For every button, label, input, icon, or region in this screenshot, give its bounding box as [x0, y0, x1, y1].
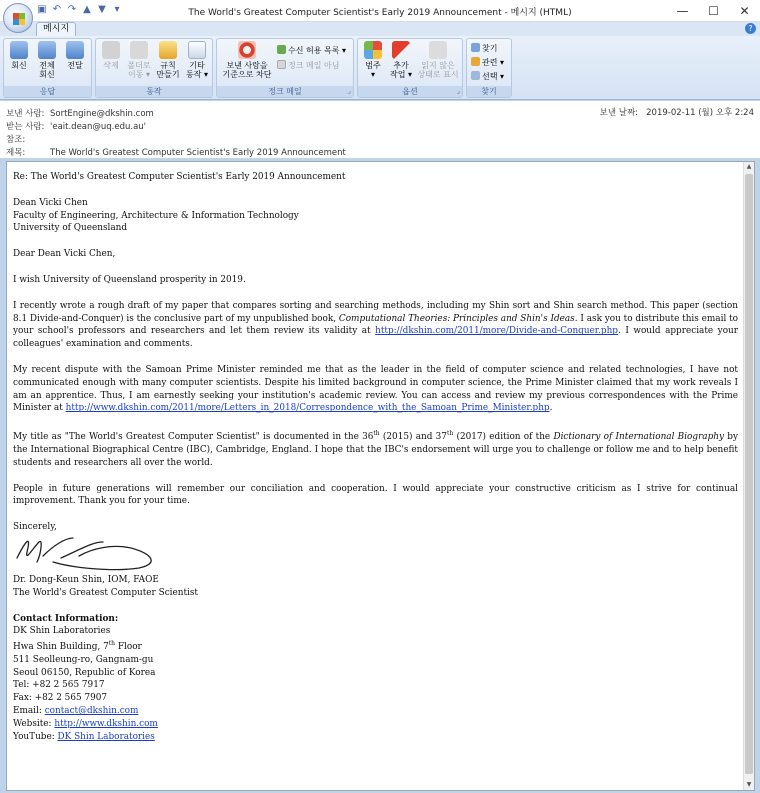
- reply-button[interactable]: 회신: [6, 41, 32, 70]
- forward-icon: [66, 41, 84, 59]
- sender-title: The World's Greatest Computer Scientist: [13, 587, 198, 598]
- forward-button[interactable]: 전달: [62, 41, 88, 70]
- cc-row: 참조:: [6, 135, 26, 145]
- block-sender-button[interactable]: 보낸 사람을 기준으로 차단: [221, 41, 273, 79]
- delete-icon: [102, 41, 120, 59]
- select-button[interactable]: 선택 ▾: [471, 71, 504, 82]
- book-title: Computational Theories: Principles and Shin's Ideas: [338, 313, 575, 324]
- group-options: [357, 38, 463, 98]
- dialog-launcher-icon[interactable]: ⌟: [347, 87, 351, 95]
- scroll-up-icon[interactable]: ▲: [746, 163, 752, 170]
- scroll-down-icon[interactable]: ▼: [746, 781, 752, 788]
- categorize-icon: [364, 41, 382, 59]
- message-body[interactable]: [6, 161, 755, 791]
- re-line: Re: The World's Greatest Computer Scientist's Early 2019 Announcement: [13, 172, 346, 182]
- help-icon[interactable]: ?: [745, 23, 756, 34]
- paragraph-1: I wish University of Queensland prosperity in 2019.: [13, 274, 246, 285]
- dialog-launcher-icon[interactable]: ⌟: [456, 87, 460, 95]
- tab-message[interactable]: 메시지: [36, 22, 76, 36]
- window-title: The World's Greatest Computer Scientist's Early 2019 Announcement - 메시지 (HTML): [188, 8, 572, 18]
- group-label-junk: 정크 메일: [217, 86, 353, 97]
- block-sender-icon: [238, 41, 256, 59]
- move-to-folder-button[interactable]: 폴더로 이동 ▾: [126, 41, 152, 79]
- signature-image: [13, 528, 163, 574]
- close-button[interactable]: ✕: [739, 4, 750, 18]
- group-label-find: 찾기: [467, 86, 511, 97]
- reply-all-button[interactable]: 전체 회신: [34, 41, 60, 79]
- contact-block: Contact Information: DK Shin Laboratories Hwa Shin Building, 7th Floor 511 Seolleung-ro, Gangnam-gu Seoul 06150, Republic of Korea Tel: +82 2 565 7917 Fax: +82 2 565 7907 Email: contact@dkshin.com Website: http://www.dkshin.com YouTube: DK Shin Laboratories: [13, 613, 158, 742]
- sent-date: 보낸 날짜: 2019-02-11 (월) 오후 2:24: [599, 108, 754, 118]
- not-junk-icon: [277, 60, 286, 69]
- related-icon: [471, 57, 480, 66]
- follow-up-button[interactable]: 추가 작업 ▾: [388, 41, 414, 79]
- move-folder-icon: [130, 41, 148, 59]
- sender-name: Dr. Dong-Keun Shin, IOM, FAOE: [13, 574, 159, 585]
- email-link[interactable]: contact@dkshin.com: [44, 706, 139, 717]
- flag-icon: [392, 41, 410, 59]
- ribbon: [0, 36, 760, 100]
- group-respond: [3, 38, 92, 98]
- safe-senders-list-button[interactable]: 수신 허용 목록 ▾: [277, 45, 346, 56]
- other-actions-button[interactable]: 기타 동작 ▾: [184, 41, 210, 79]
- message-header: [0, 101, 760, 159]
- closing: Sincerely,: [13, 522, 57, 533]
- scroll-thumb[interactable]: [745, 174, 753, 774]
- ribbon-tab-row: [0, 22, 760, 36]
- office-button[interactable]: [3, 3, 33, 33]
- categorize-button[interactable]: 범주 ▾: [360, 41, 386, 79]
- redo-icon[interactable]: ↷: [67, 4, 77, 15]
- not-junk-button[interactable]: 정크 메일 아님: [277, 60, 339, 71]
- binoculars-icon: [471, 43, 480, 52]
- subject-row: 제목: The World's Greatest Computer Scientist's Early 2019 Announcement: [6, 148, 346, 158]
- paragraph-4: My title as "The World's Greatest Computer Scientist" is documented in the 36th (2015) and 37th (2017) edition of the Dictionary of International Biography by the International Biographical Centre (IBC), Cambridge, England. I hope that the IBC's endorsement will urge you to challenge or follow me and to help benefit students and researchers all over the world.: [13, 430, 738, 468]
- from-value[interactable]: SortEngine@dkshin.com: [50, 109, 154, 119]
- reply-all-icon: [38, 41, 56, 59]
- safe-list-icon: [277, 45, 286, 54]
- to-row: 받는 사람: 'eait.dean@uq.edu.au': [6, 122, 147, 132]
- group-label-options: 옵션: [358, 86, 462, 97]
- to-value[interactable]: 'eait.dean@uq.edu.au': [50, 122, 147, 132]
- from-row: 보낸 사람: SortEngine@dkshin.com: [6, 109, 154, 119]
- group-actions: [95, 38, 213, 98]
- undo-icon[interactable]: ↶: [52, 4, 62, 15]
- paragraph-2: I recently wrote a rough draft of my paper that compares sorting and searching methods, including my Shin sort and Shin search method. This paper (section 8.1 Divide-and-Conquer) is the conclusive part of my unpublished book, Computational Theories: Principles and Shin's Ideas. I ask you to distribute this email to your school's professors and researchers and let them review its validity at http://dkshin.com/2011/more/Divide-and-Conquer.php. I would appreciate your colleagues' examination and comments.: [13, 300, 739, 350]
- customize-toolbar-icon[interactable]: ▾: [114, 4, 120, 15]
- website-link[interactable]: http://www.dkshin.com: [54, 718, 158, 729]
- message-content: [13, 171, 738, 743]
- vertical-scrollbar[interactable]: [743, 162, 754, 790]
- divide-and-conquer-link[interactable]: http://dkshin.com/2011/more/Divide-and-Conquer.php: [375, 326, 618, 337]
- find-button[interactable]: 찾기: [471, 43, 497, 54]
- group-find: [466, 38, 512, 98]
- recipient-block: Dean Vicki Chen Faculty of Engineering, Architecture & Information Technology University of Queensland: [13, 197, 299, 234]
- rule-icon: [159, 41, 177, 59]
- cursor-icon: [471, 71, 480, 80]
- correspondence-link[interactable]: http://www.dkshin.com/2011/more/Letters_in_2018/Correspondence_with_the_Samoan_Prime_Minister.php: [65, 403, 550, 414]
- other-actions-icon: [188, 41, 206, 59]
- paragraph-3: My recent dispute with the Samoan Prime Minister reminded me that as the leader in the field of computer science and related technologies, I have not communicated enough with many computer scientists. Despite his limited background in computer science, the Prime Minister claimed that my work reveals I am an apprentice. Thus, I am earnestly seeking your institution's academic review. You can access and review my previous correspondences with the Prime Minister at http://www.dkshin.com/2011/more/Letters_in_2018/Correspondence_with_the_Samoan_Prime_Minister.php.: [13, 364, 738, 414]
- title-bar: [0, 0, 760, 22]
- save-icon[interactable]: ▣: [37, 4, 47, 15]
- greeting: Dear Dean Vicki Chen,: [13, 249, 116, 260]
- group-label-respond: 응답: [4, 86, 91, 97]
- group-label-actions: 동작: [96, 86, 212, 97]
- delete-button[interactable]: 삭제: [98, 41, 124, 70]
- subject-value: The World's Greatest Computer Scientist's Early 2019 Announcement: [50, 148, 346, 158]
- mark-unread-icon: [429, 41, 447, 59]
- contact-heading: Contact Information:: [13, 613, 119, 624]
- related-button[interactable]: 관련 ▾: [471, 57, 504, 68]
- create-rule-button[interactable]: 규칙 만들기: [155, 41, 181, 79]
- previous-item-icon[interactable]: ▲: [83, 4, 91, 15]
- next-item-icon[interactable]: ▼: [98, 4, 106, 15]
- youtube-link[interactable]: DK Shin Laboratories: [57, 731, 155, 742]
- minimize-button[interactable]: —: [676, 4, 689, 18]
- dictionary-title: Dictionary of International Biography: [553, 432, 725, 443]
- paragraph-5: People in future generations will remember our conciliation and cooperation. I would appreciate your constructive criticism as I strive for continual improvement. Thank you for your time.: [13, 483, 738, 507]
- maximize-button[interactable]: ☐: [708, 4, 719, 18]
- mark-unread-button[interactable]: 읽지 않은 상태로 표시: [416, 41, 460, 79]
- reply-icon: [10, 41, 28, 59]
- group-junk: [216, 38, 354, 98]
